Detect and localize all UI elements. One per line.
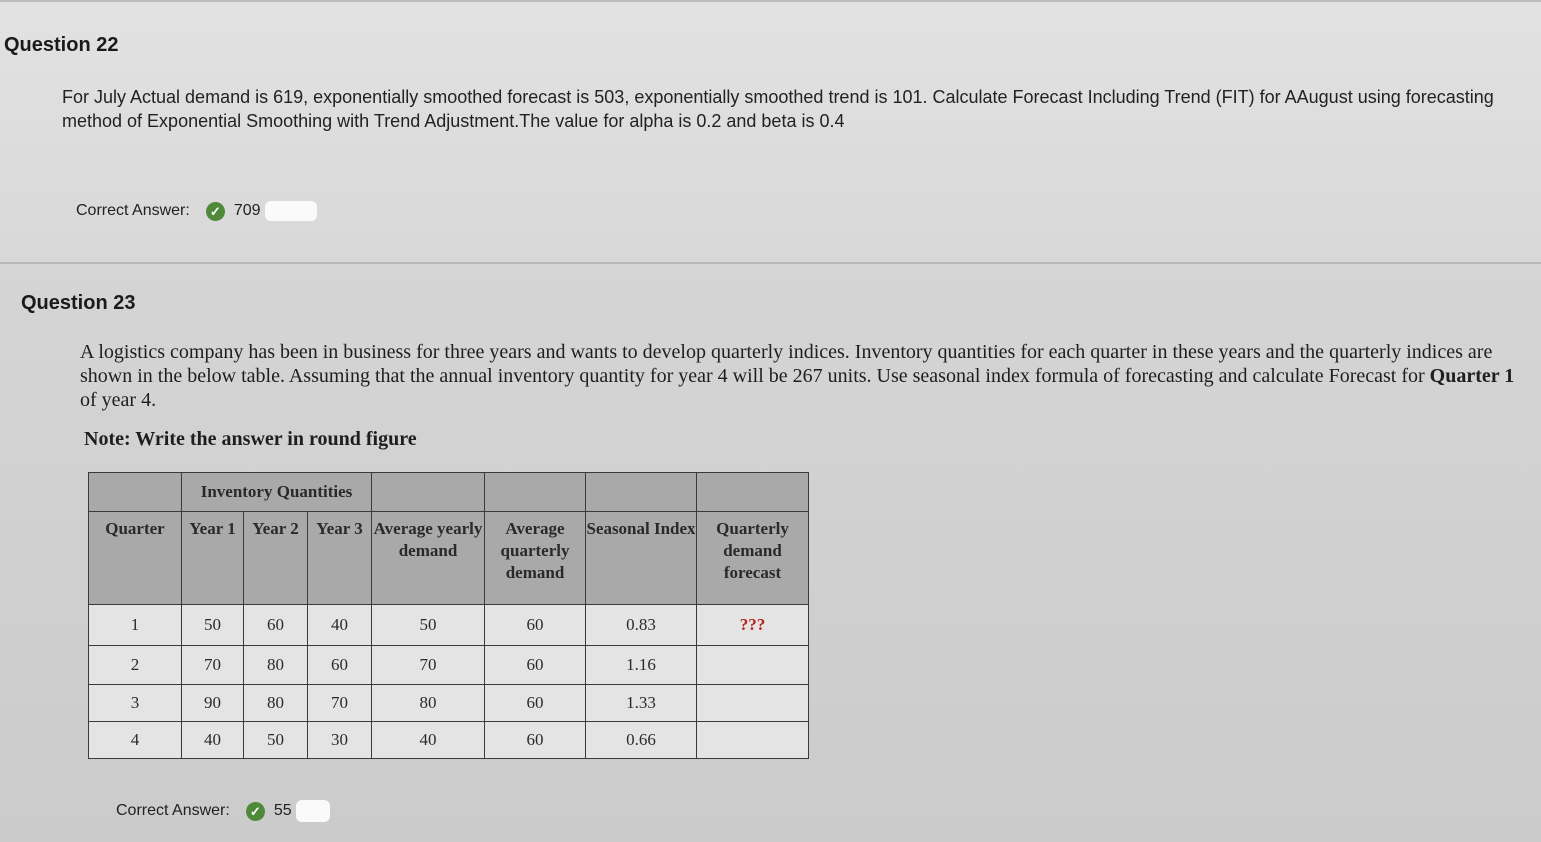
cell-year-1: 50 — [182, 605, 244, 646]
cell-year-2: 60 — [244, 605, 308, 646]
cell-year-1: 90 — [182, 685, 244, 722]
question-22-title: Question 22 — [4, 34, 119, 56]
table-row — [89, 605, 809, 646]
question-23-answer — [116, 800, 330, 822]
cell-year-1: 40 — [182, 722, 244, 759]
cell-year-3: 40 — [308, 605, 372, 646]
cell-quarter: 3 — [89, 685, 182, 722]
cell-average-yearly: 50 — [372, 605, 485, 646]
header-average-quarterly-demand: Average quarterly demand — [485, 512, 586, 605]
header-inventory-quantities: Inventory Quantities — [182, 473, 372, 512]
cell-forecast: ??? — [697, 605, 809, 646]
cell-average-quarterly: 60 — [485, 605, 586, 646]
question-23-text-before: A logistics company has been in business for three years and wants to develop quarterly indices. Inventory quantities for each quarter in these years and the quarterly indices are shown in the below table. Assuming that the annual inventory quantity for year 4 will be 267 units. Use seasonal index formula of forecasting and calculate Forecast for — [80, 341, 1493, 387]
cell-seasonal-index: 0.83 — [586, 605, 697, 646]
redaction-mark — [296, 800, 330, 822]
header-blank — [697, 473, 809, 512]
cell-forecast — [697, 685, 809, 722]
cell-average-yearly: 40 — [372, 722, 485, 759]
cell-year-3: 60 — [308, 646, 372, 685]
cell-seasonal-index: 1.16 — [586, 646, 697, 685]
cell-average-quarterly: 60 — [485, 646, 586, 685]
question-23-text — [80, 340, 1520, 412]
cell-year-3: 30 — [308, 722, 372, 759]
cell-year-3: 70 — [308, 685, 372, 722]
cell-average-yearly: 70 — [372, 646, 485, 685]
cell-average-quarterly: 60 — [485, 722, 586, 759]
header-blank — [372, 473, 485, 512]
header-year-3: Year 3 — [308, 512, 372, 605]
correct-answer-label: Correct Answer: — [76, 202, 190, 219]
cell-year-2: 80 — [244, 685, 308, 722]
table-row — [89, 685, 809, 722]
header-blank — [586, 473, 697, 512]
cell-average-quarterly: 60 — [485, 685, 586, 722]
header-seasonal-index: Seasonal Index — [586, 512, 697, 605]
question-23-text-bold: Quarter 1 — [1429, 365, 1515, 387]
cell-seasonal-index: 0.66 — [586, 722, 697, 759]
question-22-answer — [76, 201, 317, 221]
cell-quarter: 1 — [89, 605, 182, 646]
table-row — [89, 646, 809, 685]
header-blank — [89, 473, 182, 512]
correct-answer-value: 709 — [233, 202, 261, 219]
cell-average-yearly: 80 — [372, 685, 485, 722]
cell-quarter: 2 — [89, 646, 182, 685]
header-quarterly-demand-forecast: Quarterly demand forecast — [697, 512, 809, 605]
question-22-text: For July Actual demand is 619, exponentially smoothed forecast is 503, exponentially smoothed trend is 101. Calculate Forecast Including Trend (FIT) for AAugust using forecasting method of Exponential Smoothing with Trend Adjustment.The value for alpha is 0.2 and beta is 0.4 — [62, 87, 1494, 131]
check-icon: ✓ — [246, 802, 265, 821]
header-average-yearly-demand: Average yearly demand — [372, 512, 485, 605]
table-row — [89, 722, 809, 759]
question-22-panel — [0, 0, 1541, 264]
correct-answer-label: Correct Answer: — [116, 802, 230, 819]
header-year-2: Year 2 — [244, 512, 308, 605]
cell-forecast — [697, 722, 809, 759]
cell-year-2: 80 — [244, 646, 308, 685]
question-23-text-after: of year 4. — [80, 389, 157, 411]
cell-seasonal-index: 1.33 — [586, 685, 697, 722]
check-icon: ✓ — [206, 202, 225, 221]
cell-year-2: 50 — [244, 722, 308, 759]
inventory-table — [88, 472, 809, 759]
question-23-title: Question 23 — [21, 292, 136, 314]
redaction-mark — [265, 201, 317, 221]
cell-quarter: 4 — [89, 722, 182, 759]
header-year-1: Year 1 — [182, 512, 244, 605]
header-blank — [485, 473, 586, 512]
cell-year-1: 70 — [182, 646, 244, 685]
correct-answer-value: 55 — [273, 802, 292, 819]
question-23-panel — [0, 262, 1541, 842]
cell-forecast — [697, 646, 809, 685]
header-quarter: Quarter — [89, 512, 182, 605]
question-23-note: Note: Write the answer in round figure — [84, 428, 417, 450]
